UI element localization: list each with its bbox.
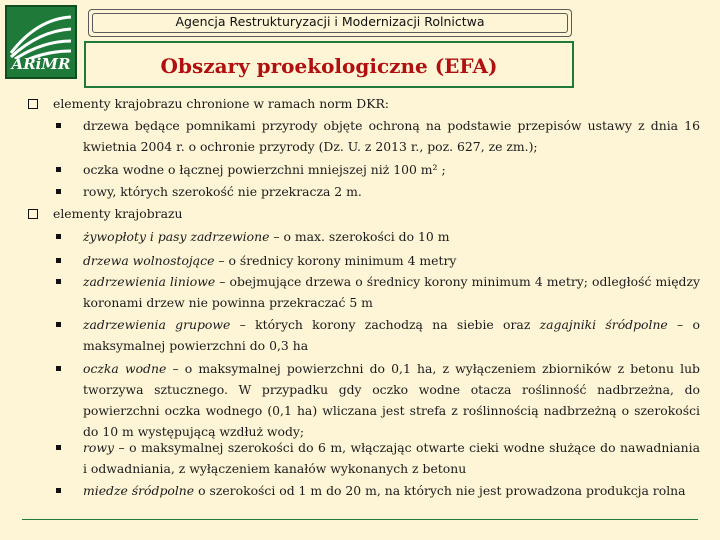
- square-bullet-icon: [56, 488, 61, 493]
- list-item-text: drzewa będące pomnikami przyrody objęte ochroną na podstawie przepisów ustawy z dnia 16 kwietnia 2004 r. o ochronie przyrody (Dz. U. z 2013 r., poz. 627, ze zm.);: [83, 118, 700, 154]
- list-item: [83, 226, 700, 247]
- square-bullet-icon: [56, 445, 61, 450]
- section-heading-text: elementy krajobrazu: [53, 206, 183, 221]
- item-term: miedze śródpolne: [83, 483, 195, 498]
- square-bullet-icon: [56, 189, 61, 194]
- list-item-text: – obejmujące drzewa o średnicy korony minimum 4 metry; odległość między koronami drzew nie powinna przekraczać 5 m: [83, 274, 700, 310]
- agency-name: Agencja Restrukturyzacji i Modernizacji Rolnictwa: [175, 14, 485, 29]
- item-term: zadrzewienia liniowe: [83, 274, 216, 289]
- square-bullet-icon: [56, 123, 61, 128]
- page-title: Obszary proekologiczne (EFA): [160, 54, 498, 78]
- list-item-text: o szerokości od 1 m do 20 m, na których nie jest prowadzona produkcja rolna: [194, 483, 686, 498]
- checkbox-bullet-icon: [28, 209, 38, 219]
- item-term: oczka wodne: [83, 361, 167, 376]
- square-bullet-icon: [56, 366, 61, 371]
- item-term: żywopłoty i pasy zadrzewione: [83, 229, 270, 244]
- list-item: [83, 115, 700, 157]
- list-item: [83, 271, 700, 313]
- list-item-text: oczka wodne o łącznej powierzchni mniejszej niż 100 m² ;: [83, 162, 446, 177]
- list-item: [83, 437, 700, 479]
- list-item: [83, 159, 700, 180]
- list-item: [83, 314, 700, 356]
- list-item-text: – o maksymalnej szerokości do 6 m, włączając otwarte cieki wodne służące do nawadniania i odwadniania, z wyłączeniem kanałów wykonanych z betonu: [83, 440, 700, 476]
- list-item-text: – o średnicy korony minimum 4 metry: [214, 253, 457, 268]
- bottom-divider: [22, 519, 698, 520]
- item-term: zagajniki śródpolne: [539, 317, 668, 332]
- list-item-text: – o max. szerokości do 10 m: [269, 229, 450, 244]
- section-heading-landscape: [53, 203, 693, 224]
- list-item-text: – których korony zachodzą na siebie oraz: [230, 317, 540, 332]
- item-term: zadrzewienia grupowe: [83, 317, 231, 332]
- section-heading-text: elementy krajobrazu chronione w ramach norm DKR:: [53, 96, 389, 111]
- logo-text: ARiMR: [11, 55, 71, 73]
- list-item: [83, 250, 700, 271]
- square-bullet-icon: [56, 279, 61, 284]
- item-term: drzewa wolnostojące: [83, 253, 215, 268]
- square-bullet-icon: [56, 167, 61, 172]
- list-item: [83, 358, 700, 442]
- square-bullet-icon: [56, 258, 61, 263]
- checkbox-bullet-icon: [28, 99, 38, 109]
- square-bullet-icon: [56, 322, 61, 327]
- square-bullet-icon: [56, 234, 61, 239]
- list-item-text: – o maksymalnej powierzchni do 0,3 ha: [83, 317, 700, 353]
- list-item-text: – o maksymalnej powierzchni do 0,1 ha, z wyłączeniem zbiorników z betonu lub tworzywa sztucznego. W przypadku gdy oczko wodne otacza roślinność nadbrzeżna, do powierzchni oczka wodnego (0,1 ha) wliczana jest strefa z roślinnością nadbrzeżną o szerokości do 10 m występującą wzdłuż wody;: [83, 361, 700, 439]
- list-item: [83, 480, 700, 501]
- section-heading-dkr: [53, 93, 693, 114]
- list-item: [83, 181, 700, 202]
- list-item-text: rowy, których szerokość nie przekracza 2 m.: [83, 184, 362, 199]
- item-term: rowy: [83, 440, 114, 455]
